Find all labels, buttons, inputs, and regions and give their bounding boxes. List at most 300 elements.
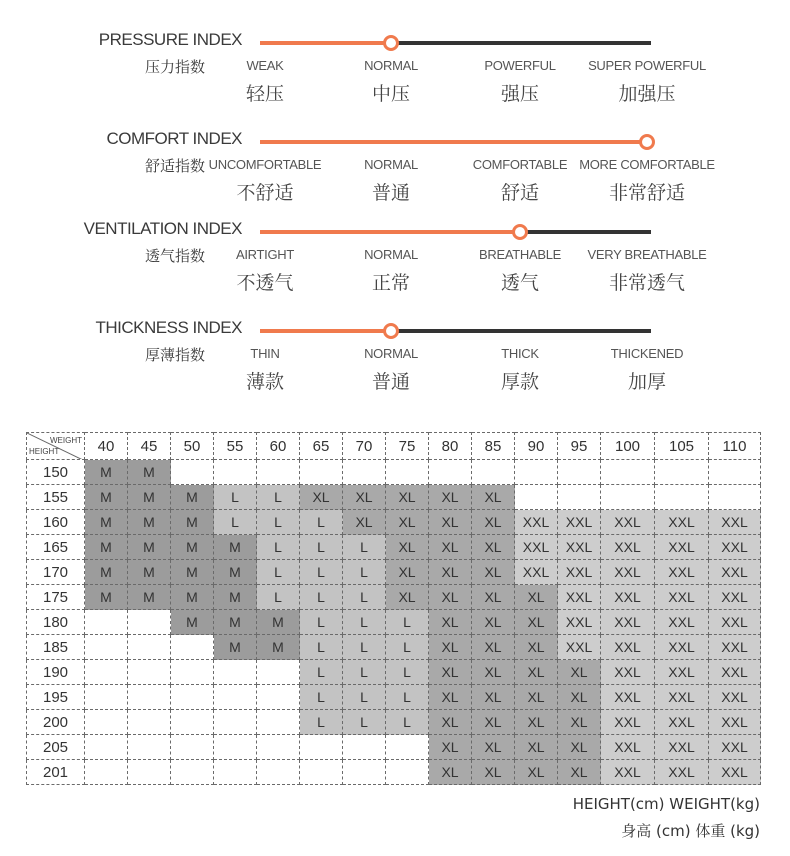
size-cell: L [343,610,386,635]
size-cell: L [343,535,386,560]
size-cell: M [128,485,171,510]
table-row [27,710,761,735]
index-level-zh: 不透气 [236,272,294,294]
index-track [260,140,651,144]
size-cell: M [128,510,171,535]
index-track-fill [260,140,647,144]
weight-header: 75 [386,433,429,460]
index-level [572,346,722,394]
size-cell: M [128,535,171,560]
index-level-zh: 普通 [371,371,410,393]
height-cell: 201 [27,760,85,785]
size-cell: M [171,510,214,535]
size-cell [214,685,257,710]
size-cell [214,735,257,760]
size-cell: L [257,535,300,560]
size-cell: XXL [558,560,601,585]
size-cell: XXL [515,535,558,560]
size-cell: M [214,610,257,635]
size-cell: XXL [655,760,709,785]
size-cell: XL [558,760,601,785]
index-subtitle: 透气指数 [144,247,205,265]
size-cell [128,635,171,660]
size-cell: M [85,585,128,610]
size-cell: L [257,510,300,535]
size-cell: M [257,610,300,635]
size-cell: L [386,660,429,685]
size-cell: L [343,710,386,735]
weight-header: 70 [343,433,386,460]
size-cell [171,635,214,660]
size-cell: XXL [655,685,709,710]
size-cell: XL [386,535,429,560]
index-level-zh: 普通 [371,182,410,204]
table-row [27,560,761,585]
index-level [316,157,466,205]
size-cell: XL [515,735,558,760]
index-level [316,346,466,394]
size-cell: XL [515,685,558,710]
size-cell: XXL [709,660,761,685]
size-cell: L [386,635,429,660]
size-cell: M [214,585,257,610]
size-cell: M [85,485,128,510]
size-cell: XL [558,660,601,685]
size-cell: XL [558,735,601,760]
size-cell [171,660,214,685]
index-track-fill [260,230,520,234]
index-level-zh: 薄款 [245,371,284,393]
weight-header: 60 [257,433,300,460]
size-cell [257,460,300,485]
index-level-en: NORMAL [364,247,418,262]
size-cell [655,460,709,485]
size-cell: M [85,560,128,585]
size-cell: XL [515,585,558,610]
weight-header: 45 [128,433,171,460]
size-cell: XL [429,660,472,685]
height-cell: 165 [27,535,85,560]
size-cell: XXL [709,635,761,660]
index-level-zh: 透气 [500,272,539,294]
size-cell: L [343,585,386,610]
size-cell: L [343,560,386,585]
size-cell [171,685,214,710]
size-cell: M [214,635,257,660]
size-cell: XL [472,685,515,710]
size-cell: XL [472,635,515,660]
height-cell: 185 [27,635,85,660]
size-cell: L [300,710,343,735]
size-cell: XXL [655,585,709,610]
size-cell: XXL [709,610,761,635]
size-cell: XL [386,585,429,610]
size-cell [214,460,257,485]
weight-header: 65 [300,433,343,460]
size-cell: XXL [709,560,761,585]
index-level-en: THICK [501,346,539,361]
size-cell: XL [429,535,472,560]
size-cell: XL [429,510,472,535]
size-cell [128,735,171,760]
index-subtitle: 压力指数 [144,58,205,76]
size-cell [709,460,761,485]
height-cell: 170 [27,560,85,585]
weight-header: 40 [85,433,128,460]
height-cell: 195 [27,685,85,710]
size-cell: XXL [709,685,761,710]
size-cell: XL [515,660,558,685]
size-chart-corner [27,433,85,460]
index-level [572,247,722,295]
size-cell: XXL [558,585,601,610]
size-cell [171,710,214,735]
index-level-zh: 正常 [371,272,410,294]
size-cell: XL [429,685,472,710]
index-block [0,318,790,408]
size-cell: M [128,560,171,585]
size-cell: M [171,610,214,635]
size-cell: XL [429,760,472,785]
size-cell [429,460,472,485]
size-cell: M [128,460,171,485]
size-cell [214,710,257,735]
size-cell: XL [472,760,515,785]
table-row [27,535,761,560]
size-cell: XXL [709,510,761,535]
index-level-zh: 中压 [371,83,410,105]
size-cell [300,460,343,485]
size-cell: XXL [601,560,655,585]
size-cell: XXL [558,535,601,560]
size-cell: XL [558,685,601,710]
index-level [316,58,466,106]
size-cell: XXL [709,710,761,735]
index-level-en: AIRTIGHT [235,247,295,262]
size-chart-header-row [27,433,761,460]
height-cell: 175 [27,585,85,610]
size-cell [214,660,257,685]
index-level-en: NORMAL [364,346,418,361]
index-block [0,129,790,219]
footer-units-zh: 身高 (cm) 体重 (kg) [621,822,760,840]
size-cell: XL [472,510,515,535]
size-cell: XL [300,485,343,510]
size-cell [128,610,171,635]
index-track-fill [260,329,391,333]
size-chart-table [26,432,761,785]
size-cell: XL [472,560,515,585]
height-cell: 190 [27,660,85,685]
size-cell [257,760,300,785]
size-cell [386,760,429,785]
index-level-en: BREATHABLE [478,247,561,262]
index-level-zh: 加强压 [618,83,676,105]
size-cell: XXL [601,635,655,660]
index-track [260,230,651,234]
size-cell: XXL [601,610,655,635]
index-level-en: THIN [250,346,280,361]
index-level-en: MORE COMFORTABLE [579,157,715,172]
size-cell [85,635,128,660]
size-cell: L [300,535,343,560]
size-cell: XXL [515,560,558,585]
height-cell: 200 [27,710,85,735]
size-cell: L [343,685,386,710]
size-cell [300,760,343,785]
size-cell [171,460,214,485]
height-cell: 180 [27,610,85,635]
index-level [316,247,466,295]
index-level-zh: 轻压 [245,83,284,105]
size-cell: L [257,560,300,585]
size-cell [386,460,429,485]
index-track-fill [260,41,391,45]
height-cell: 160 [27,510,85,535]
size-cell: L [386,685,429,710]
size-cell: XL [343,510,386,535]
index-level-zh: 非常舒适 [608,182,685,204]
size-cell [257,735,300,760]
index-level-en: THICKENED [610,346,684,361]
size-cell [171,760,214,785]
index-level-zh: 舒适 [500,182,539,204]
size-cell [257,710,300,735]
size-cell [558,485,601,510]
weight-header: 50 [171,433,214,460]
size-cell: XXL [601,535,655,560]
size-cell: XL [558,710,601,735]
height-cell: 205 [27,735,85,760]
size-cell [128,710,171,735]
weight-header: 95 [558,433,601,460]
size-cell: XL [472,660,515,685]
weight-header: 55 [214,433,257,460]
size-cell: M [214,560,257,585]
size-cell [257,660,300,685]
index-level-en: SUPER POWERFUL [588,58,706,73]
index-level [572,157,722,205]
index-block [0,219,790,309]
size-cell: M [85,535,128,560]
size-cell: M [257,635,300,660]
size-cell [85,660,128,685]
weight-header: 80 [429,433,472,460]
size-cell: XXL [709,760,761,785]
size-cell [300,735,343,760]
size-cell [709,485,761,510]
index-level-en: POWERFUL [484,58,556,73]
size-cell: L [214,510,257,535]
index-track [260,41,651,45]
size-cell: L [300,660,343,685]
size-cell: L [386,610,429,635]
size-cell: XL [472,735,515,760]
size-cell: XXL [655,710,709,735]
table-row [27,510,761,535]
index-level-en: COMFORTABLE [472,157,568,172]
index-title: THICKNESS INDEX [95,318,242,337]
index-title: COMFORT INDEX [106,129,242,148]
size-cell: XXL [709,535,761,560]
size-cell [85,735,128,760]
size-cell [655,485,709,510]
size-cell: L [214,485,257,510]
index-level-en: WEAK [246,58,284,73]
size-cell: XL [472,585,515,610]
size-cell: L [257,585,300,610]
table-row [27,460,761,485]
index-level-zh: 厚款 [500,371,539,393]
corner-height-label: HEIGHT [29,447,60,456]
size-cell: XL [343,485,386,510]
size-cell: XL [515,610,558,635]
size-cell: XXL [655,660,709,685]
size-cell: XL [515,760,558,785]
size-cell [85,685,128,710]
footer-units-en: HEIGHT(cm) WEIGHT(kg) [572,795,760,813]
size-cell [128,685,171,710]
size-cell: M [128,585,171,610]
size-cell [472,460,515,485]
size-cell: XL [429,485,472,510]
size-cell [601,485,655,510]
table-row [27,760,761,785]
weight-header: 110 [709,433,761,460]
size-cell: M [85,510,128,535]
size-cell [85,610,128,635]
size-cell: XXL [655,610,709,635]
size-cell: XL [429,560,472,585]
size-cell: XXL [601,710,655,735]
size-cell [343,735,386,760]
size-cell: XXL [655,560,709,585]
table-row [27,660,761,685]
size-cell: M [85,460,128,485]
size-cell: XXL [709,585,761,610]
size-cell: L [300,685,343,710]
size-cell: XL [386,485,429,510]
size-cell: M [171,485,214,510]
size-cell: L [300,610,343,635]
table-row [27,585,761,610]
index-slider-knob [383,323,399,339]
index-slider-knob [383,35,399,51]
corner-weight-label: WEIGHT [50,436,82,445]
size-cell: XXL [655,735,709,760]
size-cell: XL [515,710,558,735]
index-level [572,58,722,106]
size-cell: M [171,585,214,610]
size-cell: XXL [601,685,655,710]
size-cell: XL [472,610,515,635]
index-level-en: VERY BREATHABLE [587,247,707,262]
index-level-zh: 不舒适 [236,182,294,204]
index-slider-knob [639,134,655,150]
weight-header: 85 [472,433,515,460]
index-level-zh: 加厚 [627,371,666,393]
size-cell: XL [429,635,472,660]
index-slider-knob [512,224,528,240]
size-cell: M [214,535,257,560]
size-cell: XXL [655,535,709,560]
table-row [27,735,761,760]
size-cell: XL [386,560,429,585]
size-cell: XXL [558,510,601,535]
size-cell: XL [429,735,472,760]
index-level-en: UNCOMFORTABLE [208,157,322,172]
index-level-zh: 强压 [500,83,539,105]
index-block [0,30,790,120]
size-cell: L [386,710,429,735]
index-subtitle: 舒适指数 [144,157,205,175]
size-cell: L [343,635,386,660]
table-row [27,610,761,635]
size-cell [257,685,300,710]
index-level-en: NORMAL [364,157,418,172]
height-cell: 150 [27,460,85,485]
size-cell: XXL [601,735,655,760]
weight-header: 100 [601,433,655,460]
size-cell: XL [472,535,515,560]
size-cell [386,735,429,760]
index-level-zh: 非常透气 [608,272,685,294]
size-cell [128,760,171,785]
height-cell: 155 [27,485,85,510]
index-level-en: NORMAL [364,58,418,73]
size-cell: L [300,635,343,660]
size-cell: XXL [601,510,655,535]
size-cell: M [171,535,214,560]
size-cell: XXL [558,610,601,635]
size-cell [515,485,558,510]
size-cell [558,460,601,485]
size-cell [171,735,214,760]
size-cell [515,460,558,485]
index-track [260,329,651,333]
index-title: PRESSURE INDEX [98,30,242,49]
size-cell: XL [472,485,515,510]
size-cell: XL [515,635,558,660]
size-cell: XL [429,610,472,635]
size-cell [128,660,171,685]
index-title: VENTILATION INDEX [83,219,242,238]
size-cell: XXL [601,585,655,610]
size-cell: XXL [558,635,601,660]
size-cell: XL [472,710,515,735]
size-cell: L [343,660,386,685]
table-row [27,485,761,510]
size-cell [214,760,257,785]
size-cell: L [300,510,343,535]
table-row [27,635,761,660]
size-cell [85,710,128,735]
size-cell: M [171,560,214,585]
weight-header: 105 [655,433,709,460]
size-cell: XXL [655,510,709,535]
size-cell: XXL [515,510,558,535]
size-cell [601,460,655,485]
size-cell: XXL [601,760,655,785]
size-cell: XXL [601,660,655,685]
weight-header: 90 [515,433,558,460]
size-cell: L [300,560,343,585]
index-subtitle: 厚薄指数 [144,346,205,364]
size-cell [343,460,386,485]
table-row [27,685,761,710]
size-cell [343,760,386,785]
size-cell: XL [429,585,472,610]
